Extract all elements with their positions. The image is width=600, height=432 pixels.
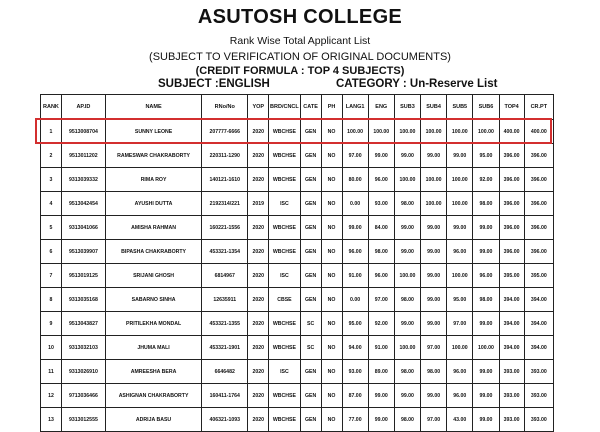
cell-yop: 2019	[248, 192, 269, 216]
cell-top4: 400.00	[499, 120, 524, 144]
cell-yop: 2020	[248, 360, 269, 384]
cell-lang1: 97.00	[342, 144, 368, 168]
cell-rank: 11	[41, 360, 62, 384]
cell-lang1: 91.00	[342, 264, 368, 288]
cell-sub4: 97.00	[421, 336, 447, 360]
cell-sub6: 95.00	[473, 144, 499, 168]
table-row	[41, 288, 554, 312]
cell-sub5: 96.00	[447, 360, 473, 384]
table-row	[41, 240, 554, 264]
cell-board: WBCHSE	[269, 408, 300, 432]
college-title: ASUTOSH COLLEGE	[197, 6, 403, 28]
cell-yop: 2020	[248, 336, 269, 360]
cell-sub4: 98.00	[421, 360, 447, 384]
cell-yop: 2020	[248, 240, 269, 264]
cell-sub4: 99.00	[421, 288, 447, 312]
cell-sub5: 96.00	[447, 240, 473, 264]
cell-sub6: 100.00	[473, 336, 499, 360]
cell-category: GEN	[300, 216, 321, 240]
cell-roll-no: 406321-1093	[202, 408, 248, 432]
cell-ap-id: 9313041066	[61, 216, 105, 240]
column-header-category: CATE	[300, 95, 321, 120]
cell-yop: 2020	[248, 264, 269, 288]
cell-sub4: 100.00	[421, 192, 447, 216]
cell-board: WBCHSE	[269, 312, 300, 336]
cell-sub6: 100.00	[473, 120, 499, 144]
cell-eng: 89.00	[368, 360, 394, 384]
cell-ph: NO	[321, 192, 342, 216]
cell-lang1: 96.00	[342, 240, 368, 264]
cell-name: PRITILEKHA MONDAL	[105, 312, 201, 336]
cell-top4: 393.00	[499, 384, 524, 408]
cell-eng: 92.00	[368, 312, 394, 336]
cell-category: GEN	[300, 360, 321, 384]
table-row	[41, 168, 554, 192]
cell-sub3: 99.00	[394, 240, 420, 264]
cell-sub3: 98.00	[394, 408, 420, 432]
cell-sub4: 97.00	[421, 408, 447, 432]
cell-roll-no: 6646482	[202, 360, 248, 384]
cell-lang1: 95.00	[342, 312, 368, 336]
cell-category: GEN	[300, 192, 321, 216]
cell-board: WBCHSE	[269, 168, 300, 192]
cell-name: AMREESHA BERA	[105, 360, 201, 384]
cell-sub3: 100.00	[394, 120, 420, 144]
column-header-sub3: SUB3	[394, 95, 420, 120]
rank-table	[40, 94, 554, 432]
cell-name: SUNNY LEONE	[105, 120, 201, 144]
column-header-roll-no: RNo/No	[202, 95, 248, 120]
column-header-rank: RANK	[41, 95, 62, 120]
cell-roll-no: 207777-6666	[202, 120, 248, 144]
cell-rank: 10	[41, 336, 62, 360]
cell-top4: 396.00	[499, 168, 524, 192]
cell-sub4: 100.00	[421, 168, 447, 192]
table-header	[41, 95, 554, 120]
cell-roll-no: 2192314/221	[202, 192, 248, 216]
cell-top4: 394.00	[499, 312, 524, 336]
cell-cr-pt: 393.00	[524, 384, 553, 408]
cell-cr-pt: 394.00	[524, 288, 553, 312]
cell-sub6: 99.00	[473, 360, 499, 384]
cell-roll-no: 140121-1610	[202, 168, 248, 192]
cell-yop: 2020	[248, 408, 269, 432]
cell-sub6: 98.00	[473, 288, 499, 312]
cell-board: WBCHSE	[269, 120, 300, 144]
cell-sub3: 100.00	[394, 264, 420, 288]
cell-board: WBCHSE	[269, 144, 300, 168]
cell-top4: 396.00	[499, 144, 524, 168]
cell-top4: 394.00	[499, 336, 524, 360]
cell-ph: NO	[321, 312, 342, 336]
column-header-sub4: SUB4	[421, 95, 447, 120]
table-row	[41, 192, 554, 216]
cell-lang1: 94.00	[342, 336, 368, 360]
cell-eng: 84.00	[368, 216, 394, 240]
column-header-top4: TOP4	[499, 95, 524, 120]
cell-sub6: 99.00	[473, 384, 499, 408]
table-body	[41, 120, 554, 432]
cell-lang1: 0.00	[342, 288, 368, 312]
table-row	[41, 264, 554, 288]
cell-ph: NO	[321, 240, 342, 264]
cell-sub3: 98.00	[394, 288, 420, 312]
cell-ap-id: 9513039907	[61, 240, 105, 264]
cell-rank: 3	[41, 168, 62, 192]
cell-board: ISC	[269, 192, 300, 216]
cell-ph: NO	[321, 336, 342, 360]
cell-top4: 393.00	[499, 360, 524, 384]
cell-ap-id: 9513043827	[61, 312, 105, 336]
cell-sub6: 92.00	[473, 168, 499, 192]
cell-eng: 99.00	[368, 144, 394, 168]
cell-sub3: 99.00	[394, 312, 420, 336]
cell-eng: 97.00	[368, 288, 394, 312]
cell-ap-id: 9713036466	[61, 384, 105, 408]
cell-ph: NO	[321, 216, 342, 240]
cell-rank: 5	[41, 216, 62, 240]
cell-rank: 1	[41, 120, 62, 144]
cell-board: WBCHSE	[269, 216, 300, 240]
cell-sub4: 99.00	[421, 384, 447, 408]
cell-cr-pt: 394.00	[524, 336, 553, 360]
table-row	[41, 408, 554, 432]
cell-name: ADRIJA BASU	[105, 408, 201, 432]
cell-category: GEN	[300, 384, 321, 408]
cell-ph: NO	[321, 168, 342, 192]
verification-note: (SUBJECT TO VERIFICATION OF ORIGINAL DOCUMENTS)	[149, 51, 451, 63]
cell-cr-pt: 396.00	[524, 168, 553, 192]
column-header-name: NAME	[105, 95, 201, 120]
cell-sub5: 100.00	[447, 120, 473, 144]
cell-sub6: 99.00	[473, 216, 499, 240]
category-label: CATEGORY : Un-Reserve List	[336, 78, 498, 90]
cell-eng: 93.00	[368, 192, 394, 216]
cell-board: WBCHSE	[269, 240, 300, 264]
cell-category: GEN	[300, 264, 321, 288]
cell-ph: NO	[321, 288, 342, 312]
cell-ph: NO	[321, 264, 342, 288]
cell-rank: 12	[41, 384, 62, 408]
cell-sub6: 98.00	[473, 192, 499, 216]
cell-board: WBCHSE	[269, 336, 300, 360]
cell-ap-id: 9313012555	[61, 408, 105, 432]
cell-roll-no: 12635911	[202, 288, 248, 312]
cell-ap-id: 9313039332	[61, 168, 105, 192]
cell-sub4: 99.00	[421, 264, 447, 288]
cell-category: GEN	[300, 288, 321, 312]
cell-sub4: 100.00	[421, 120, 447, 144]
column-header-sub6: SUB6	[473, 95, 499, 120]
cell-name: SRIJANI GHOSH	[105, 264, 201, 288]
cell-cr-pt: 400.00	[524, 120, 553, 144]
cell-roll-no: 453321-1901	[202, 336, 248, 360]
column-header-eng: ENG	[368, 95, 394, 120]
cell-lang1: 100.00	[342, 120, 368, 144]
cell-sub6: 99.00	[473, 408, 499, 432]
cell-sub5: 96.00	[447, 384, 473, 408]
cell-eng: 96.00	[368, 168, 394, 192]
subject-label: SUBJECT :ENGLISH	[158, 78, 270, 90]
cell-sub5: 100.00	[447, 168, 473, 192]
cell-board: ISC	[269, 360, 300, 384]
cell-board: CBSE	[269, 288, 300, 312]
cell-roll-no: 220311-1290	[202, 144, 248, 168]
cell-name: SABARNO SINHA	[105, 288, 201, 312]
cell-roll-no: 160411-1764	[202, 384, 248, 408]
cell-sub5: 99.00	[447, 144, 473, 168]
cell-sub5: 99.00	[447, 216, 473, 240]
cell-lang1: 87.00	[342, 384, 368, 408]
cell-sub5: 97.00	[447, 312, 473, 336]
cell-sub3: 98.00	[394, 192, 420, 216]
cell-sub3: 98.00	[394, 360, 420, 384]
table-row	[41, 360, 554, 384]
cell-eng: 99.00	[368, 408, 394, 432]
cell-category: GEN	[300, 408, 321, 432]
cell-sub3: 100.00	[394, 336, 420, 360]
cell-lang1: 93.00	[342, 360, 368, 384]
cell-ap-id: 9313026910	[61, 360, 105, 384]
column-header-yop: YOP	[248, 95, 269, 120]
cell-rank: 9	[41, 312, 62, 336]
cell-rank: 8	[41, 288, 62, 312]
cell-eng: 98.00	[368, 240, 394, 264]
cell-cr-pt: 396.00	[524, 144, 553, 168]
cell-cr-pt: 393.00	[524, 408, 553, 432]
cell-category: GEN	[300, 240, 321, 264]
cell-name: AMISHA RAHMAN	[105, 216, 201, 240]
column-header-cr-pt: CR.PT	[524, 95, 553, 120]
cell-sub6: 96.00	[473, 264, 499, 288]
cell-top4: 396.00	[499, 240, 524, 264]
cell-yop: 2020	[248, 288, 269, 312]
cell-lang1: 0.00	[342, 192, 368, 216]
cell-sub5: 95.00	[447, 288, 473, 312]
cell-top4: 396.00	[499, 216, 524, 240]
table-row	[41, 384, 554, 408]
cell-ap-id: 9313032103	[61, 336, 105, 360]
list-title: Rank Wise Total Applicant List	[229, 35, 371, 47]
cell-top4: 394.00	[499, 288, 524, 312]
cell-rank: 2	[41, 144, 62, 168]
cell-lang1: 77.00	[342, 408, 368, 432]
cell-roll-no: 6814967	[202, 264, 248, 288]
cell-yop: 2020	[248, 216, 269, 240]
cell-sub5: 100.00	[447, 264, 473, 288]
cell-sub5: 100.00	[447, 336, 473, 360]
table-row	[41, 144, 554, 168]
cell-rank: 13	[41, 408, 62, 432]
cell-name: RIMA ROY	[105, 168, 201, 192]
cell-sub4: 99.00	[421, 240, 447, 264]
table-row	[41, 336, 554, 360]
cell-eng: 96.00	[368, 264, 394, 288]
cell-sub6: 99.00	[473, 240, 499, 264]
cell-roll-no: 453321-1354	[202, 240, 248, 264]
cell-ap-id: 9313035168	[61, 288, 105, 312]
cell-sub3: 100.00	[394, 168, 420, 192]
cell-category: GEN	[300, 120, 321, 144]
cell-ph: NO	[321, 360, 342, 384]
cell-yop: 2020	[248, 120, 269, 144]
cell-ph: NO	[321, 408, 342, 432]
cell-category: GEN	[300, 168, 321, 192]
cell-cr-pt: 393.00	[524, 360, 553, 384]
cell-top4: 396.00	[499, 192, 524, 216]
table-row	[41, 216, 554, 240]
cell-roll-no: 453321-1355	[202, 312, 248, 336]
cell-board: ISC	[269, 264, 300, 288]
cell-yop: 2020	[248, 168, 269, 192]
cell-ap-id: 9513011202	[61, 144, 105, 168]
cell-board: WBCHSE	[269, 384, 300, 408]
cell-sub4: 99.00	[421, 144, 447, 168]
column-header-ap-id: AP.ID	[61, 95, 105, 120]
column-header-ph: PH	[321, 95, 342, 120]
cell-ph: NO	[321, 144, 342, 168]
cell-cr-pt: 396.00	[524, 240, 553, 264]
cell-top4: 393.00	[499, 408, 524, 432]
cell-eng: 99.00	[368, 384, 394, 408]
cell-ph: NO	[321, 120, 342, 144]
cell-ap-id: 9513019125	[61, 264, 105, 288]
table-row	[41, 120, 554, 144]
cell-yop: 2020	[248, 384, 269, 408]
cell-eng: 91.00	[368, 336, 394, 360]
cell-name: JHUMA MALI	[105, 336, 201, 360]
credit-formula: (CREDIT FORMULA : TOP 4 SUBJECTS)	[195, 65, 405, 77]
cell-roll-no: 160221-1556	[202, 216, 248, 240]
cell-sub3: 99.00	[394, 384, 420, 408]
cell-lang1: 99.00	[342, 216, 368, 240]
cell-rank: 6	[41, 240, 62, 264]
cell-ap-id: 9513008704	[61, 120, 105, 144]
cell-sub3: 99.00	[394, 216, 420, 240]
cell-rank: 4	[41, 192, 62, 216]
cell-name: RAMESWAR CHAKRABORTY	[105, 144, 201, 168]
cell-lang1: 80.00	[342, 168, 368, 192]
cell-sub5: 100.00	[447, 192, 473, 216]
cell-name: AYUSHI DUTTA	[105, 192, 201, 216]
cell-ap-id: 9513042454	[61, 192, 105, 216]
cell-top4: 395.00	[499, 264, 524, 288]
cell-sub4: 99.00	[421, 312, 447, 336]
column-header-board: BRD/CNCL	[269, 95, 300, 120]
cell-yop: 2020	[248, 312, 269, 336]
cell-name: ASHIGNAN CHAKRABORTY	[105, 384, 201, 408]
cell-sub6: 99.00	[473, 312, 499, 336]
table-row	[41, 312, 554, 336]
cell-cr-pt: 394.00	[524, 312, 553, 336]
cell-category: GEN	[300, 144, 321, 168]
header-row	[41, 95, 554, 120]
cell-rank: 7	[41, 264, 62, 288]
cell-sub3: 99.00	[394, 144, 420, 168]
cell-category: SC	[300, 312, 321, 336]
cell-category: SC	[300, 336, 321, 360]
cell-cr-pt: 396.00	[524, 192, 553, 216]
column-header-lang1: LANG1	[342, 95, 368, 120]
cell-sub4: 99.00	[421, 216, 447, 240]
cell-cr-pt: 395.00	[524, 264, 553, 288]
cell-eng: 100.00	[368, 120, 394, 144]
cell-name: BIPASHA CHAKRABORTY	[105, 240, 201, 264]
cell-sub5: 43.00	[447, 408, 473, 432]
cell-yop: 2020	[248, 144, 269, 168]
cell-ph: NO	[321, 384, 342, 408]
cell-cr-pt: 396.00	[524, 216, 553, 240]
column-header-sub5: SUB5	[447, 95, 473, 120]
